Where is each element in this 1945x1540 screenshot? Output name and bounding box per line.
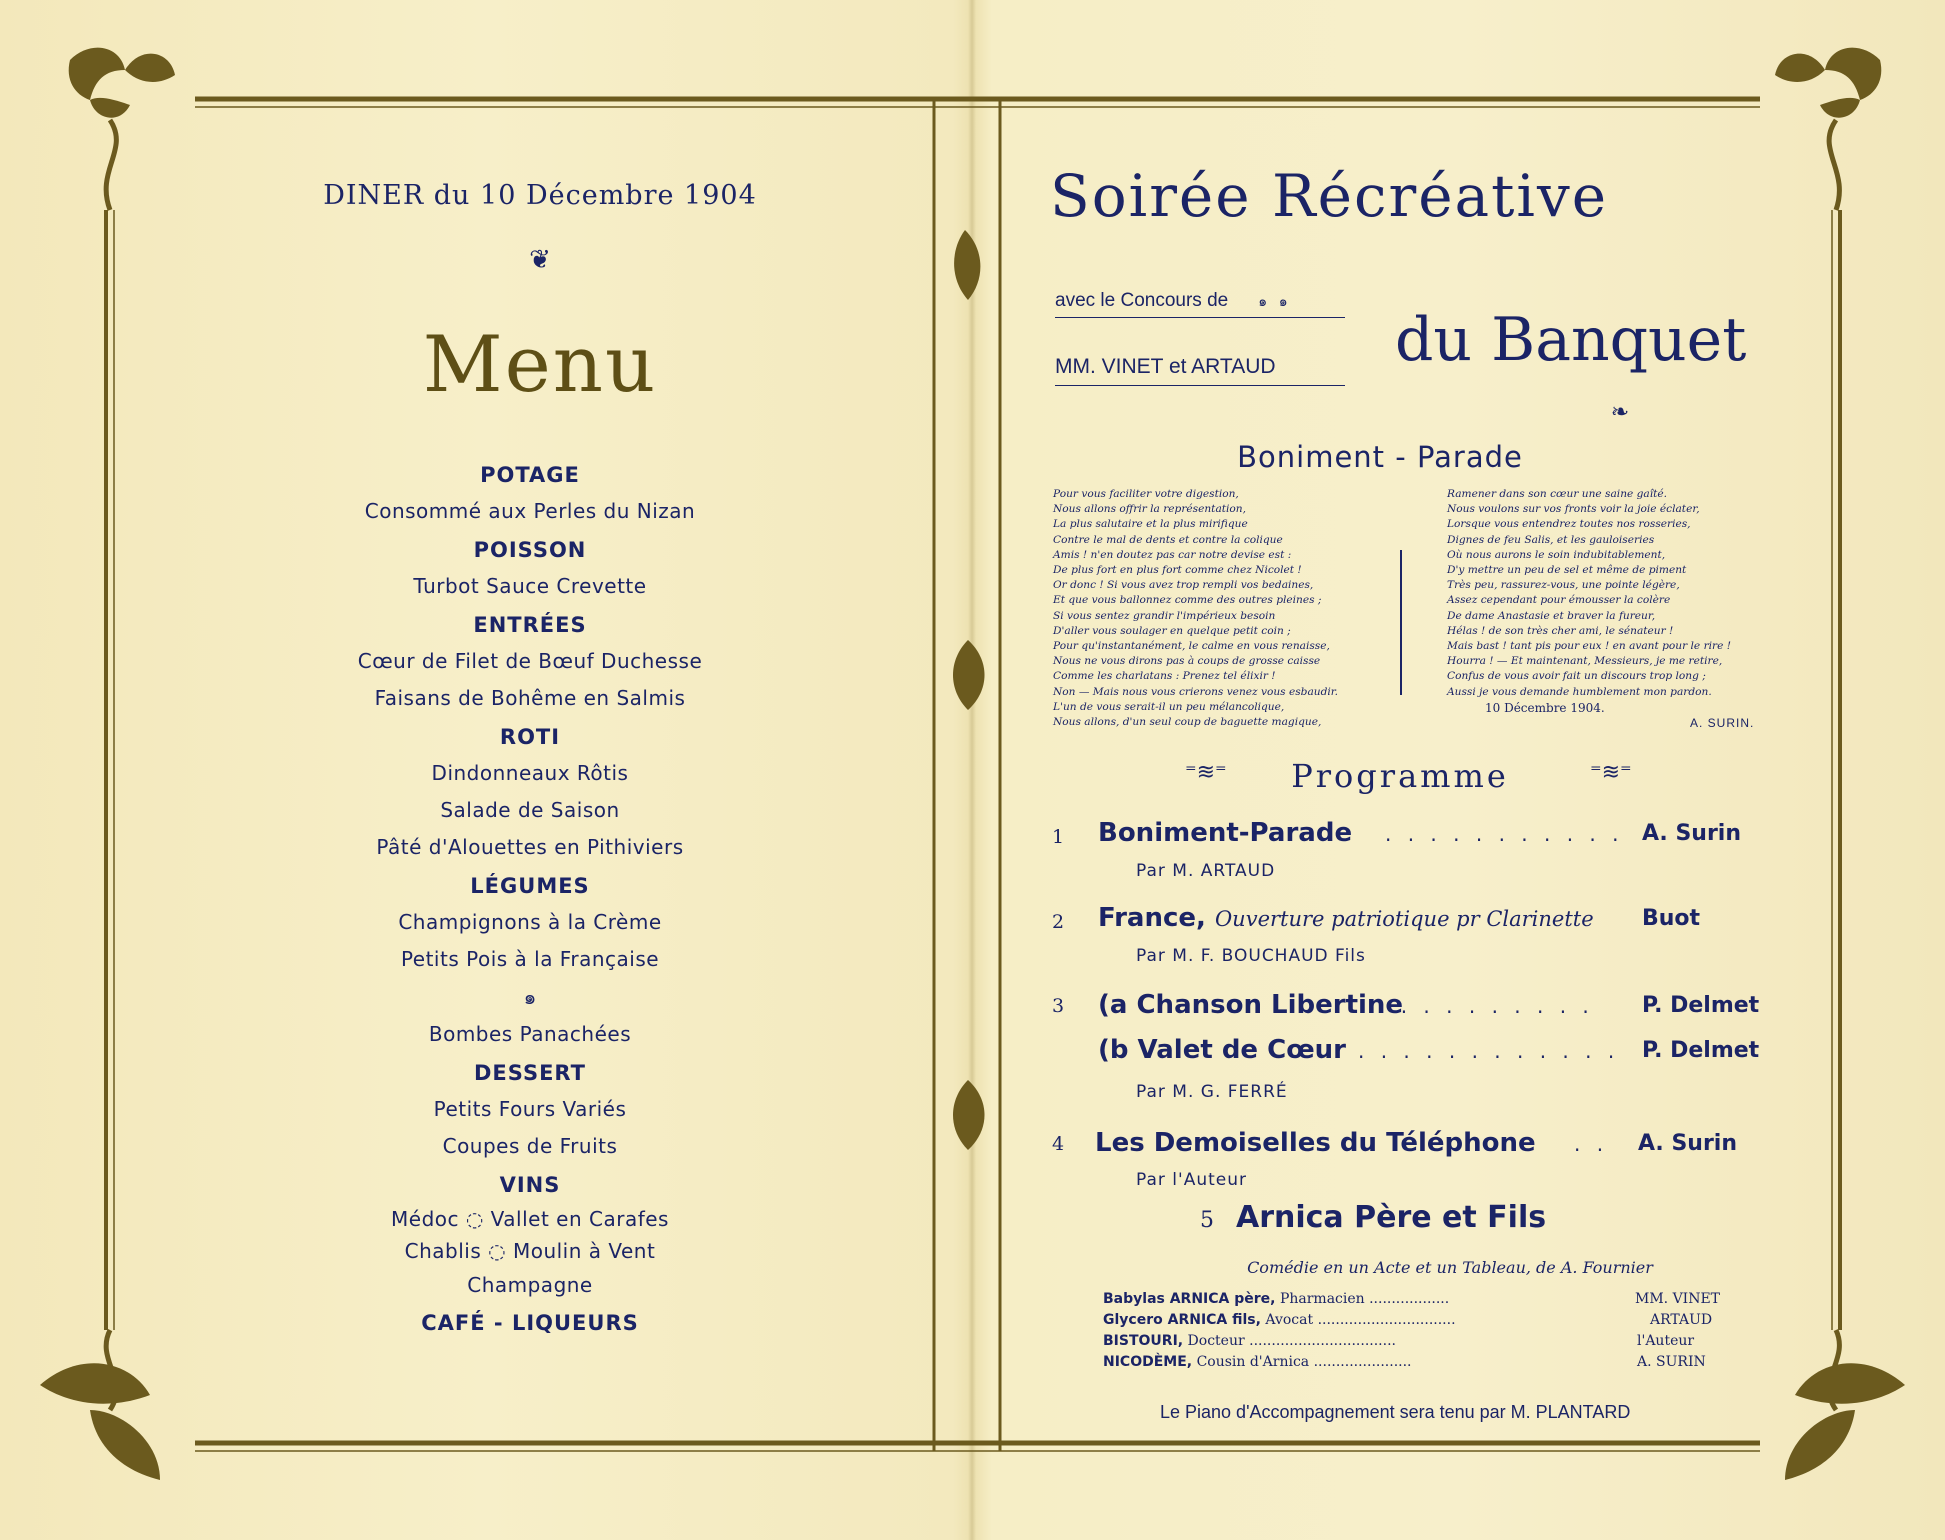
cast-row: NICODÈME, Cousin d'Arnica ...................... A. SURIN <box>1103 1354 1706 1370</box>
menu-item: Petits Fours Variés <box>433 1097 627 1121</box>
leader-dots: . . . . . . . . . . <box>1378 994 1594 1018</box>
piano-note: Le Piano d'Accompagnement sera tenu par M. PLANTARD <box>1160 1402 1631 1422</box>
menu-item: Turbot Sauce Crevette <box>413 574 647 598</box>
section-heading: ENTRÉES <box>473 613 587 637</box>
boniment-title: Boniment - Parade <box>1237 440 1523 474</box>
poem-line: Non — Mais nous vous crierons venez vous esbaudir. <box>1053 685 1339 698</box>
section-heading: LÉGUMES <box>470 874 590 898</box>
poem-line: Or donc ! Si vous avez trop rempli vos bedaines, <box>1053 579 1314 592</box>
section-heading: ROTI <box>499 725 561 749</box>
swirl-ornament-icon: ๑ ๑ <box>1258 293 1288 309</box>
poem-line: L'un de vous serait-il un peu mélancolique, <box>1053 700 1285 713</box>
menu-item: Consommé aux Perles du Nizan <box>364 499 696 523</box>
section-heading: POTAGE <box>480 463 580 487</box>
programme-item <box>1040 1128 1800 1198</box>
flourish-ornament-icon: ❦ <box>529 245 551 275</box>
poem-line: Si vous sentez grandir l'impérieux besoin <box>1053 609 1276 622</box>
poem-line: Nous allons offrir la représentation, <box>1053 503 1246 516</box>
flourish-right-icon: ⁼≋⁼ <box>1590 760 1632 785</box>
programme-item <box>1040 903 1800 983</box>
poem-line: Contre le mal de dents et contre la colique <box>1053 533 1283 546</box>
poem-line: Et que vous ballonnez comme des outres pleines ; <box>1053 594 1322 607</box>
item-performer: Par M. G. FERRÉ <box>1136 1082 1288 1102</box>
menu-item: Champagne <box>467 1273 593 1297</box>
poem-line: Hélas ! de son très cher ami, le sénateur ! <box>1447 624 1674 637</box>
programme-title: Programme <box>1291 757 1509 795</box>
poem-author: A. SURIN. <box>1690 716 1755 730</box>
concours-line: avec le Concours de ๑ ๑ <box>1055 290 1345 318</box>
leader-dots: . . . . . . . . . . . <box>1385 822 1624 846</box>
programme-item <box>1040 818 1800 898</box>
item-performer: Par l'Auteur <box>1136 1170 1247 1190</box>
item-composer: P. Delmet <box>1642 1038 1760 1063</box>
poem-line: D'aller vous soulager en quelque petit coin ; <box>1053 624 1291 637</box>
poem-line: De dame Anastasie et braver la fureur, <box>1447 609 1656 622</box>
poem-line: Lorsque vous entendrez toutes nos rosseries, <box>1447 518 1691 531</box>
item-composer: Buot <box>1642 906 1701 931</box>
section-heading: VINS <box>499 1173 561 1197</box>
cast-list <box>1103 1291 1743 1375</box>
poem-date: 10 Décembre 1904. <box>1485 701 1605 715</box>
soiree-title: Soirée Récréative <box>1050 162 1609 230</box>
flourish-left-icon: ⁼≋⁼ <box>1185 760 1227 785</box>
du-banquet-title: du Banquet <box>1395 305 1747 375</box>
menu-item: Champignons à la Crème <box>398 910 662 934</box>
section-heading: POISSON <box>473 538 587 562</box>
concours-performers: MM. VINET et ARTAUD <box>1055 355 1345 386</box>
poem-line: Nous voulons sur vos fronts voir la joie éclater, <box>1447 503 1700 516</box>
menu-item: Salade de Saison <box>440 798 620 822</box>
poem-line: Confus de vous avoir fait un discours trop long ; <box>1447 670 1706 683</box>
item-title: Boniment-Parade <box>1098 818 1353 848</box>
item-title-a: (a Chanson Libertine <box>1098 990 1404 1020</box>
programme-item <box>1040 990 1800 1110</box>
menu-item: Pâté d'Alouettes en Pithiviers <box>376 835 684 859</box>
poem-line: D'y mettre un peu de sel et même de piment <box>1447 564 1687 577</box>
poem-line: Dignes de feu Salis, et les gauloiseries <box>1447 533 1655 546</box>
menu-item: Petits Pois à la Française <box>400 947 660 971</box>
item-title-b: (b Valet de Cœur <box>1098 1035 1346 1065</box>
flourish-ornament-icon: ❧ <box>1610 400 1630 425</box>
menu-item: Bombes Panachées <box>428 1022 632 1046</box>
leader-dots: . . . . . . . . . . . . <box>1358 1039 1620 1063</box>
item-performer: Par M. F. BOUCHAUD Fils <box>1136 946 1366 966</box>
poem-line: Pour vous faciliter votre digestion, <box>1053 488 1239 500</box>
menu-item: Coupes de Fruits <box>442 1134 618 1158</box>
item-composer: A. Surin <box>1642 821 1742 846</box>
poem-line: La plus salutaire et la plus mirifique <box>1053 518 1248 531</box>
item-title: Les Demoiselles du Téléphone <box>1095 1128 1536 1158</box>
diner-title: DINER du 10 Décembre 1904 <box>323 180 757 211</box>
poem-line: Aussi je vous demande humblement mon pardon. <box>1447 685 1712 698</box>
item-number: 2 <box>1052 911 1065 933</box>
item-number: 3 <box>1052 995 1065 1017</box>
item-performer: Par M. ARTAUD <box>1136 861 1276 881</box>
item-title: France, Ouverture patriotique pr Clarinette <box>1098 903 1594 933</box>
menu-item: Dindonneaux Rôtis <box>431 761 629 785</box>
item-number: 1 <box>1052 826 1065 848</box>
poem-line: Ramener dans son cœur une saine gaîté. <box>1447 488 1668 500</box>
item-number: 4 <box>1052 1133 1065 1155</box>
section-heading: CAFÉ - LIQUEURS <box>421 1311 639 1335</box>
poem-line: Assez cependant pour émousser la colère <box>1447 594 1671 607</box>
poem-line: De plus fort en plus fort comme chez Nicolet ! <box>1053 564 1302 577</box>
item-composer: A. Surin <box>1638 1131 1738 1156</box>
poem-line: Nous allons, d'un seul coup de baguette magique, <box>1053 716 1322 729</box>
menu-list <box>280 455 780 1341</box>
cast-row: Babylas ARNICA père, Pharmacien .................. MM. VINET <box>1103 1291 1721 1307</box>
cast-row: Glycero ARNICA fils, Avocat ............................... ARTAUD <box>1103 1312 1713 1328</box>
poem-line: Très peu, rassurez-vous, une pointe légère, <box>1447 579 1680 592</box>
menu-item: Médoc ◌ Vallet en Carafes <box>391 1207 669 1231</box>
poem-left-column <box>1053 487 1393 730</box>
poem-right-column <box>1447 487 1787 700</box>
poem-line: Nous ne vous dirons pas à coups de grosse caisse <box>1053 655 1321 668</box>
leader-dots: . . <box>1574 1132 1609 1156</box>
arnica-subtitle: Comédie en un Acte et un Tableau, de A. Fournier <box>1247 1258 1653 1277</box>
menu-item: Faisans de Bohême en Salmis <box>374 686 686 710</box>
menu-title: Menu <box>422 320 658 410</box>
poem-line: Où nous aurons le soin indubitablement, <box>1447 548 1666 561</box>
poem-line: Pour qu'instantanément, le calme en vous renaisse, <box>1053 640 1330 653</box>
item-composer: P. Delmet <box>1642 993 1760 1018</box>
menu-item: Cœur de Filet de Bœuf Duchesse <box>357 649 703 673</box>
poem-line: Hourra ! — Et maintenant, Messieurs, je me retire, <box>1447 655 1723 668</box>
menu-item: Chablis ◌ Moulin à Vent <box>404 1239 656 1263</box>
cast-row: BISTOURI, Docteur ................................. l'Auteur <box>1103 1333 1695 1349</box>
poem-line: Mais bast ! tant pis pour eux ! en avant pour le rire ! <box>1447 640 1731 653</box>
poem-line: Amis ! n'en doutez pas car notre devise est : <box>1053 548 1292 561</box>
poem-divider <box>1400 550 1402 695</box>
swirl-ornament-icon: ๑ <box>523 985 537 1009</box>
arnica-title: 5 Arnica Père et Fils <box>1200 1200 1547 1235</box>
section-heading: DESSERT <box>474 1061 586 1085</box>
poem-line: Comme les charlatans : Prenez tel élixir ! <box>1053 670 1276 683</box>
